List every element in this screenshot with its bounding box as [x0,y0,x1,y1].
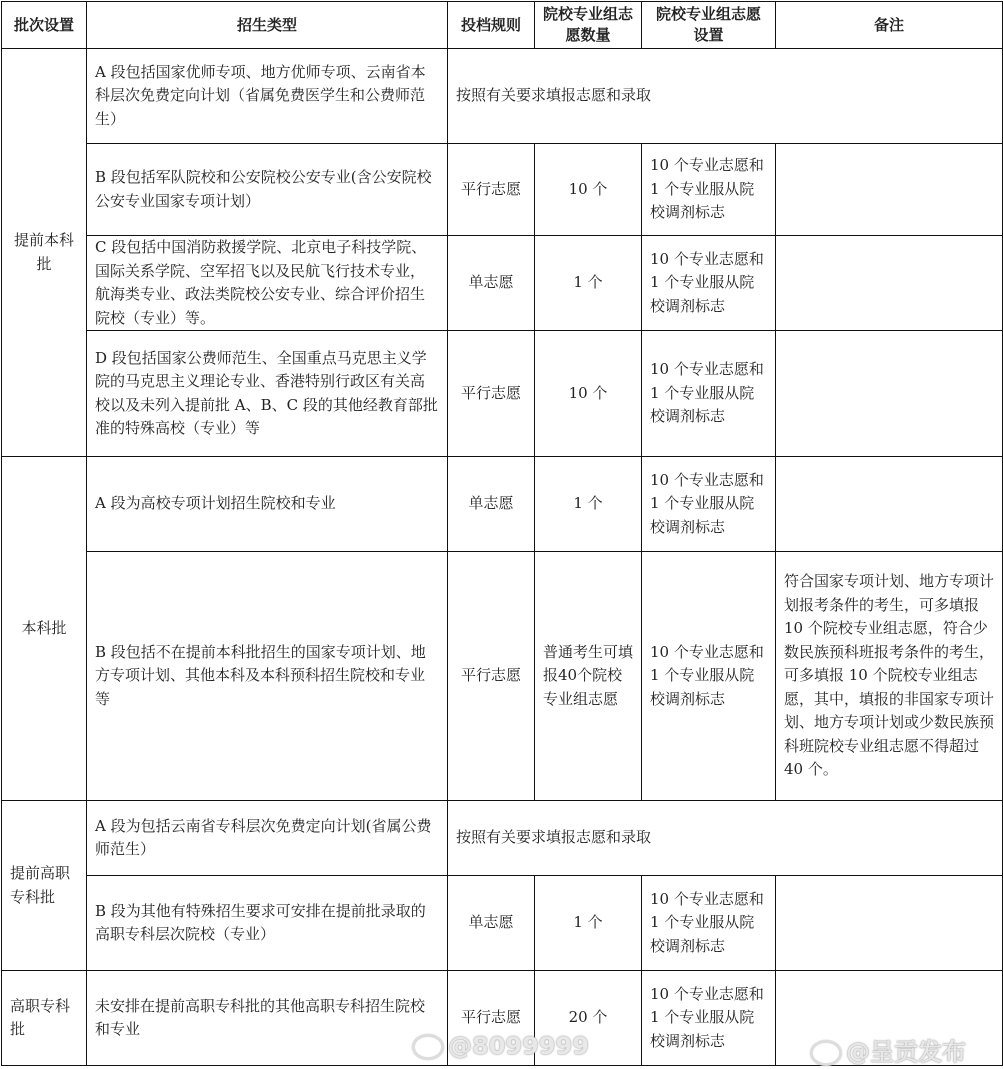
setting-cell: 10 个专业志愿和 1 个专业服从院校调剂标志 [642,552,776,801]
batch-cell: 提前高职专科批 [2,801,87,971]
count-cell: 10 个 [535,144,642,236]
count-cell: 1 个 [535,236,642,331]
note-cell: 符合国家专项计划、地方专项计划报考条件的考生，可多填报 10 个院校专业组志愿，符合少数民族预科班报考条件的考生，可多填报 10 个院校专业组志愿，其中，填报的非国家专项计划、地方专项计划或少数民族预科班院校专业组志愿不得超过 40 个。 [776,552,1003,801]
merged-rule-cell: 按照有关要求填报志愿和录取 [448,801,1003,876]
note-cell [776,236,1003,331]
table-row [2,331,1003,457]
count-cell: 1 个 [535,876,642,971]
note-cell [776,144,1003,236]
count-cell: 10 个 [535,331,642,457]
table-row [2,801,1003,876]
type-cell: B 段为其他有特殊招生要求可安排在提前批录取的高职专科层次院校（专业） [87,876,448,971]
type-cell: D 段包括国家公费师范生、全国重点马克思主义学院的马克思主义理论专业、香港特别行政区有关高校以及未列入提前批 A、B、C 段的其他经教育部批准的特殊高校（专业）等 [87,331,448,457]
rule-cell: 平行志愿 [448,971,535,1066]
merged-rule-cell: 按照有关要求填报志愿和录取 [448,49,1003,144]
rule-cell: 平行志愿 [448,552,535,801]
type-cell: A 段为包括云南省专科层次免费定向计划(省属公费师范生） [87,801,448,876]
note-cell [776,971,1003,1066]
type-cell: 未安排在提前高职专科批的其他高职专科招生院校和专业 [87,971,448,1066]
setting-cell: 10 个专业志愿和 1 个专业服从院校调剂标志 [642,876,776,971]
table-row [2,971,1003,1066]
table-row [2,876,1003,971]
header-group-count: 院校专业组志愿数量 [535,2,642,49]
header-type: 招生类型 [87,2,448,49]
header-note: 备注 [776,2,1003,49]
header-batch: 批次设置 [2,2,87,49]
batch-cell: 本科批 [2,457,87,801]
table-row [2,552,1003,801]
watermark-text: @8099999 [448,1032,589,1060]
rule-cell: 单志愿 [448,876,535,971]
count-cell: 普通考生可填报40个院校专业组志愿 [535,552,642,801]
type-cell: B 段包括不在提前本科批招生的国家专项计划、地方专项计划、其他本科及本科预科招生院校和专业等 [87,552,448,801]
table-row [2,144,1003,236]
rule-cell: 单志愿 [448,457,535,552]
rule-cell: 平行志愿 [448,331,535,457]
header-rule: 投档规则 [448,2,535,49]
table-row [2,236,1003,331]
table-row [2,49,1003,144]
type-cell: A 段为高校专项计划招生院校和专业 [87,457,448,552]
count-cell: 1 个 [535,457,642,552]
type-cell: C 段包括中国消防救援学院、北京电子科技学院、国际关系学院、空军招飞以及民航飞行技术专业，航海类专业、政法类院校公安专业、综合评价招生院校（专业）等。 [87,236,448,331]
rule-cell: 平行志愿 [448,144,535,236]
note-cell [776,876,1003,971]
table-row [2,457,1003,552]
note-cell [776,331,1003,457]
setting-cell: 10 个专业志愿和 1 个专业服从院校调剂标志 [642,236,776,331]
admission-batch-table [1,1,1003,1066]
header-group-setting: 院校专业组志愿设置 [642,2,776,49]
watermark-text: @呈贡发布 [846,1038,966,1066]
type-cell: B 段包括军队院校和公安院校公安专业(含公安院校公安专业国家专项计划） [87,144,448,236]
note-cell [776,457,1003,552]
batch-cell: 高职专科批 [2,971,87,1066]
batch-cell: 提前本科批 [2,49,87,457]
setting-cell: 10 个专业志愿和 1 个专业服从院校调剂标志 [642,457,776,552]
setting-cell: 10 个专业志愿和 1 个专业服从院校调剂标志 [642,971,776,1066]
setting-cell: 10 个专业志愿和 1 个专业服从院校调剂标志 [642,144,776,236]
table-header-row [2,2,1003,49]
setting-cell: 10 个专业志愿和 1 个专业服从院校调剂标志 [642,331,776,457]
count-cell: 20 个 [535,971,642,1066]
rule-cell: 单志愿 [448,236,535,331]
type-cell: A 段包括国家优师专项、地方优师专项、云南省本科层次免费定向计划（省属免费医学生和公费师范生） [87,49,448,144]
